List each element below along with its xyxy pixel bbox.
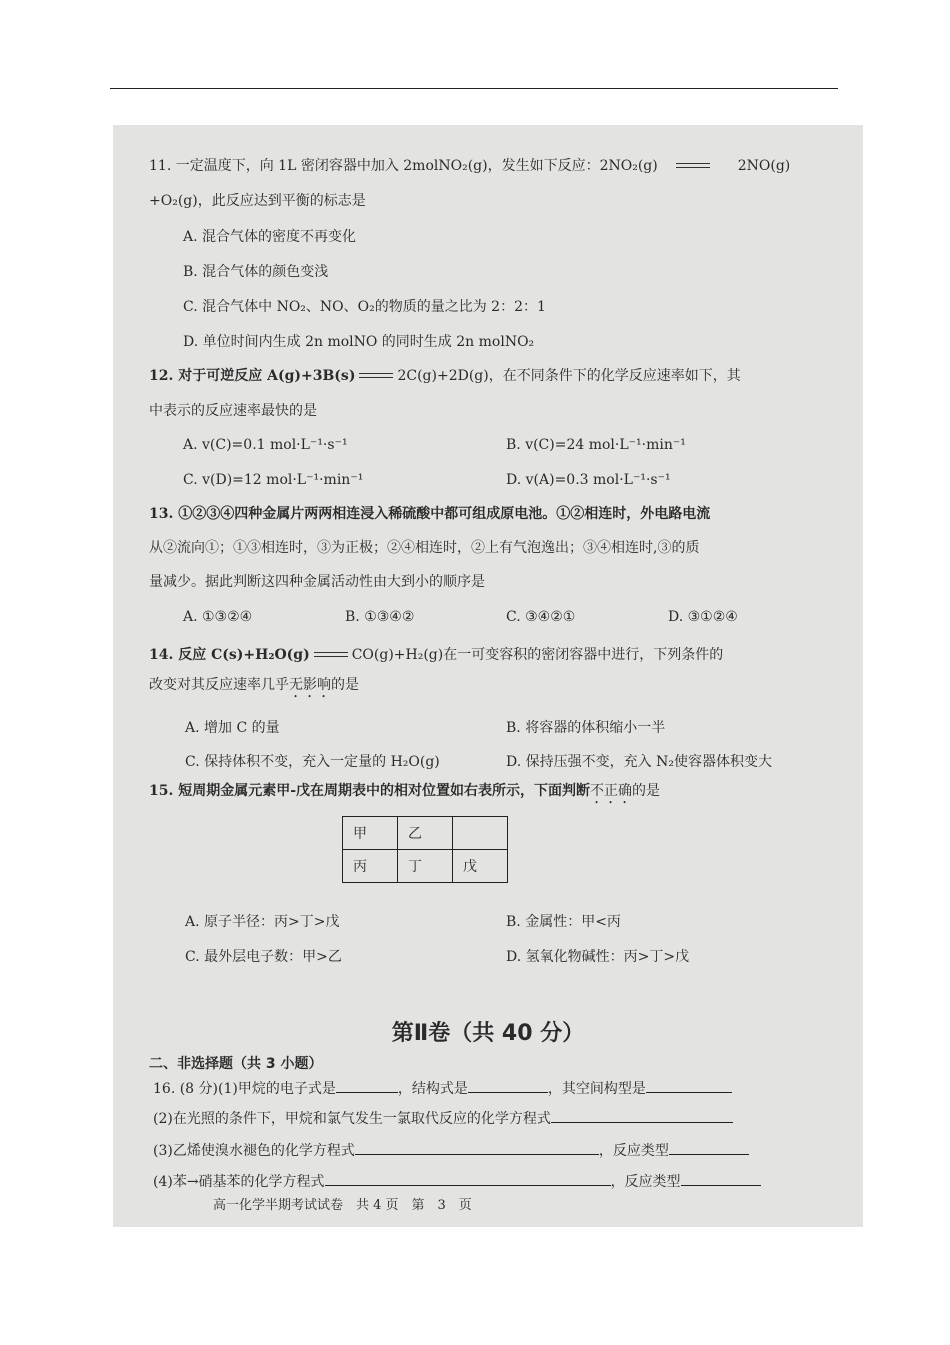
q15-stem: 15. 短周期金属元素甲-戊在周期表中的相对位置如右表所示，下面判断不正确的是: [149, 783, 661, 799]
q16-line1: 16. (8 分)(1)甲烷的电子式是 ，结构式是 ，其空间构型是: [153, 1078, 732, 1098]
element-cell: 戊: [453, 850, 508, 883]
q15-option-b: B. 金属性：甲<丙: [506, 914, 621, 930]
q13-stem-line1: 13. ①②③④四种金属片两两相连浸入稀硫酸中都可组成原电池。①②相连时，外电路电流: [149, 506, 711, 522]
q13-option-b: B. ①③④②: [345, 609, 415, 625]
periodic-table-fragment: [342, 816, 508, 883]
q16-line2: (2)在光照的条件下，甲烷和氯气发生一氯取代反应的化学方程式: [153, 1108, 733, 1128]
q12-option-a: A. v(C)=0.1 mol·L⁻¹·s⁻¹: [183, 437, 348, 453]
reversible-arrow-icon: [359, 372, 393, 380]
q15-option-d: D. 氢氧化物碱性：丙>丁>戊: [506, 949, 690, 965]
q14-option-d: D. 保持压强不变，充入 N₂使容器体积变大: [506, 754, 772, 770]
element-cell: [453, 817, 508, 850]
q14-option-a: A. 增加 C 的量: [185, 720, 280, 736]
q13-option-c: C. ③④②①: [506, 609, 576, 625]
section-heading: 二、非选择题（共 3 小题）: [149, 1056, 323, 1072]
q11-option-d: D. 单位时间内生成 2n molNO 的同时生成 2n molNO₂: [183, 334, 535, 350]
q13-option-d: D. ③①②④: [668, 609, 738, 625]
q14-stem-line1: 14. 反应 C(s)+H₂O(g) CO(g)+H₂(g)在一可变容积的密闭容器中进行，下列条件的: [149, 647, 724, 663]
element-cell: 乙: [398, 817, 453, 850]
element-cell: 丙: [343, 850, 398, 883]
q14-option-c: C. 保持体积不变，充入一定量的 H₂O(g): [185, 754, 440, 770]
q11-option-c: C. 混合气体中 NO₂、NO、O₂的物质的量之比为 2：2：1: [183, 299, 546, 315]
q12-option-c: C. v(D)=12 mol·L⁻¹·min⁻¹: [183, 472, 364, 488]
q11-option-a: A. 混合气体的密度不再变化: [183, 229, 357, 245]
q13-stem-line2: 从②流向①；①③相连时，③为正极；②④相连时，②上有气泡逸出；③④相连时,③的质: [149, 540, 700, 556]
q13-stem-line3: 量减少。据此判断这四种金属活动性由大到小的顺序是: [149, 574, 485, 590]
q11-stem-line1: 11. 一定温度下，向 1L 密闭容器中加入 2molNO₂(g)，发生如下反应：2NO₂(g) 2NO(g): [149, 158, 791, 174]
q14-stem-line2: 改变对其反应速率几乎无影响的是: [149, 677, 359, 693]
element-cell: 甲: [343, 817, 398, 850]
q15-option-c: C. 最外层电子数：甲>乙: [185, 949, 342, 965]
q15-option-a: A. 原子半径：丙>丁>戊: [185, 914, 340, 930]
q11-stem-line2: +O₂(g)，此反应达到平衡的标志是: [149, 193, 366, 209]
section-title: 第Ⅱ卷（共 40 分）: [391, 1021, 585, 1046]
element-cell: 丁: [398, 850, 453, 883]
q13-option-a: A. ①③②④: [183, 609, 253, 625]
q16-line3: (3)乙烯使溴水褪色的化学方程式 ，反应类型: [153, 1140, 749, 1160]
q12-stem-line2: 中表示的反应速率最快的是: [149, 403, 317, 419]
reversible-arrow-icon: [314, 651, 348, 659]
reversible-arrow-icon: [676, 162, 710, 170]
q12-stem-line1: 12. 对于可逆反应 A(g)+3B(s) 2C(g)+2D(g)，在不同条件下的化学反应速率如下，其: [149, 368, 741, 384]
q14-option-b: B. 将容器的体积缩小一半: [506, 720, 666, 736]
page-top-rule: [110, 88, 838, 89]
q12-option-b: B. v(C)=24 mol·L⁻¹·min⁻¹: [506, 437, 686, 453]
q16-line4: (4)苯→硝基苯的化学方程式 ，反应类型: [153, 1171, 761, 1191]
page-footer: 高一化学半期考试试卷 共 4 页 第 3 页: [213, 1198, 472, 1213]
q11-option-b: B. 混合气体的颜色变浅: [183, 264, 329, 280]
exam-page: [113, 125, 863, 1227]
q12-option-d: D. v(A)=0.3 mol·L⁻¹·s⁻¹: [506, 472, 671, 488]
